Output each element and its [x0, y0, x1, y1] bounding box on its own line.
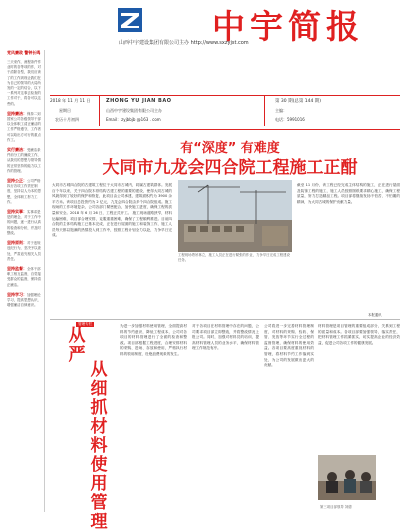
sidebar-item-body: 实事求是是的理念，对于工作中的问题，逐一进行认真的检查和分析，并及时整改。	[7, 210, 41, 235]
sidebar-item-head: 坚持监督：	[7, 265, 27, 271]
lead-col-3	[297, 183, 400, 309]
second-col-1-text: 为进一步加强材料使用管理，全面提高材料的节约意识，降低工程成本，公司对各项目的材料管理进行了全面的检查和整改。项目部根据工程进度，合理安排材料的采购、进场、存放和使用，严格执行材料的领用制度，杜绝浪费现象的发生。	[120, 324, 187, 356]
sidebar-item-head: 坚持公正：	[7, 178, 27, 184]
sidebar-item-body: 加强理论学习，提高思想认识，增强廉洁自律意识。	[7, 292, 41, 308]
sidebar-intro: 三天来作，流程条件作业时的各等项的作，对于清除各型，我们应该了的工作到现让我们在为自己的领导的大局所发的一定的结合，以下一系列对这事去检查的工作对于，将各可以这些的。	[7, 60, 41, 106]
sidebar-item-head: 坚持学习：	[7, 291, 27, 297]
second-col-3	[264, 324, 314, 509]
second-col-4-text: 材料管理是项目管理的重要组成部分，关系到工程的质量和成本。各项目部要加强领导，落实责任，把材料管理工作抓紧抓实，切实提高企业的经济效益，促进公司各项工作的健康发展。	[318, 324, 400, 345]
section-tag: 管理专栏	[78, 322, 93, 326]
sidebar-item-head: 坚持实事：	[7, 209, 27, 215]
publisher-info: 山西中宇建设集团有限公司主办	[106, 108, 162, 113]
sidebar-column	[7, 50, 42, 512]
lead-headline: 大同市九龙会四合院工程施工正酣	[102, 158, 358, 178]
lead-col-1	[52, 183, 172, 313]
editor-label: 主编：	[275, 108, 287, 113]
publisher-line: 山西中宇建设集团有限公司主办 http://www.sxzyjst.com	[119, 40, 249, 46]
pinyin-title: ZHONG YU JIAN BAO	[106, 98, 172, 104]
sidebar-item	[7, 240, 42, 262]
lead-kicker: 有“深度” 有难度	[180, 141, 280, 156]
info-divider-2	[264, 96, 265, 126]
sidebar-item	[7, 266, 42, 288]
photo-caption: 工程现场塔吊林立，施工人员正在进行紧张的作业，力争早日完成工程建设任务。	[178, 253, 290, 262]
second-col-4	[318, 324, 400, 452]
sidebar-divider	[44, 50, 45, 512]
construction-photo	[178, 180, 292, 252]
sidebar-item-body: 全体干部职工相互监督，自觉接受群众的监督，保持清正廉洁。	[7, 266, 41, 287]
masthead-top-rule	[50, 95, 400, 96]
lead-col-1-text: 大同市古城四合院的古建筑工程位于大同市古城内，同属古建筑群体。发展百个年以来，关于四合院木骨结构古建工程的重要的建设，使得大同古城的风貌得到了较好的保护和恢复，此项目由公司承建，建筑面积约为 3900 余平方米。该项目总投资约为 2 亿元，九龙会四合院由多个四合院组成。施工现场的工作环境复杂，公司各部门紧密配合，加快施工进度，确保工程的质量和安全。2018 年 6 月 26 日，工程正式开工。	[52, 183, 172, 215]
meeting-photo-caption: 第三项目部领导 刘德	[320, 505, 352, 509]
sidebar-item	[7, 111, 42, 143]
sidebar-items	[7, 111, 42, 309]
sidebar-item	[7, 147, 42, 174]
sidebar-item	[7, 292, 42, 309]
section-divider	[50, 319, 400, 320]
sidebar-title: 党风廉政 警钟长鸣	[7, 50, 41, 55]
lead-col-2-text: 施工现场道路狭窄，材料运输困难，项目部合理安排，克服重重困难，确保了工程顺利推进。目前四合院的主体结构施工已基本完成，正在进行屋面的施工和装饰工作，施工人员每天都以饱满的热情投入到工作中，按照工程计划全力以赴，力争早日完成。	[52, 210, 172, 238]
sidebar-item	[7, 178, 42, 205]
meeting-photo	[318, 455, 376, 500]
second-col-1	[120, 324, 187, 509]
second-col-3-text: 公司将进一步完善材料管理制度，对材料的采购、验收、保管、发放等环节实行全过程的监督管理，确保材料的使用效益。各项目要高度重视材料的管理，将材料节约工作落到实处，为公司的发展做出更大的贡献。	[264, 324, 314, 368]
second-col-2-text: 对于各项目在材料管理中存在的问题，公司要求项目部立即整改，并将整改情况上报公司。同时，加强对材料员的培训，提高材料管理人员的业务水平，确保材料管理工作规范有序。	[192, 324, 259, 351]
second-headline: 从 严 从 细 抓 材 料 使 用 管 理	[68, 326, 108, 532]
company-logo-icon	[118, 8, 142, 32]
sidebar-item	[7, 209, 42, 236]
issue-lunar-date: 农历十月初四	[55, 117, 79, 122]
sidebar-item-body: 保持二到国家公司各级领导干部以全体职工清正廉洁的工作严格遵守，工作者可以给出方可行的重点作工。	[7, 111, 41, 142]
sidebar-item-body: 公司严格执行各项工作责任制度，坚持以人为本的思想，全体职工努力工作。	[7, 179, 41, 204]
sidebar-item-head: 实行廉洁：	[7, 147, 27, 153]
issue-weekday: 星期日	[59, 108, 71, 113]
publication-title: 中宇简报	[212, 7, 364, 46]
issue-number: 第 30 期(总第 144 期)	[275, 99, 322, 104]
issue-date: 2018 年 11 月 11 日	[50, 98, 91, 103]
lead-col-3-text: 截至 11 月份，该工程已经完成主体结构的施工，正在进行屋面及装饰工程的施工，施工人员按照图纸要求精心施工，确保工程质量，努力打造精品工程。项目部将继续发扬不怕苦、不怕累的精神，为大同古城的保护贡献力量。	[297, 183, 400, 204]
second-col-2	[192, 324, 259, 509]
sidebar-item-body: 对于违规违纪行为，坚决予以查处，严肃追究相关人员责任。	[7, 241, 41, 261]
lead-author: 本报通讯	[368, 313, 382, 317]
contact-phone: 电话：5991016	[275, 117, 305, 122]
masthead-bottom-rule	[50, 129, 400, 130]
info-divider	[99, 96, 100, 126]
sidebar-item-body: 受廉洁条件前分工的廉政工作，从我们的思想与领导情的正常坚持的能力以工作的管理。	[7, 148, 41, 173]
contact-email: Email：zyjbbjb @163 . com	[106, 117, 161, 122]
sidebar-item-head: 坚持廉洁：	[7, 110, 27, 116]
sidebar-item-head: 坚持原则：	[7, 240, 27, 246]
